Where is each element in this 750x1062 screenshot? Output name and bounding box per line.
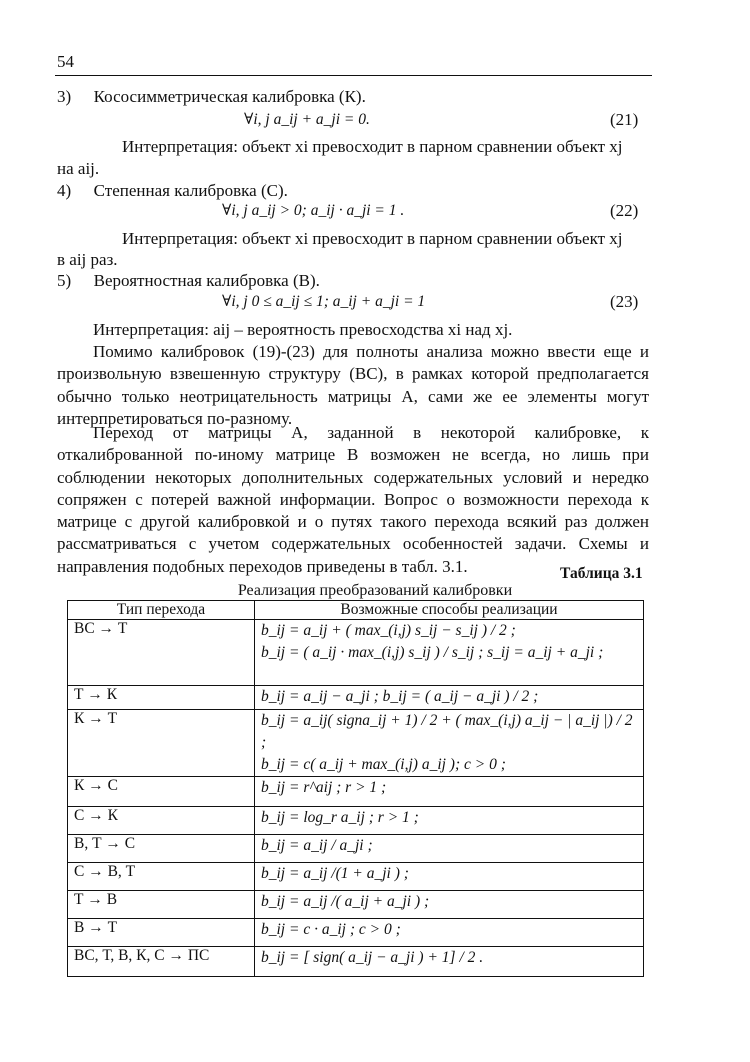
header-methods: Возможные способы реализации [255, 601, 644, 620]
item-5 [57, 270, 320, 292]
paragraph-1-text: Помимо калибровок (19)-(23) для полноты анализа можно ввести еще и произвольную взвешенную структуру (ВС), в рамках которой предполагается обычно только неотрицательность матрицы A, сами же ее элементы могут интерпретироваться по-разному. [57, 342, 649, 428]
interpretation-s-line1: Интерпретация: объект xi превосходит в парном сравнении объект xj [122, 229, 623, 248]
eq-number-23: (23) [610, 292, 639, 311]
item-3 [57, 86, 366, 108]
table-row [68, 863, 644, 891]
formula-line: b_ij = a_ij + ( max_(i,j) s_ij − s_ij ) / 2 ; [261, 622, 516, 639]
item-4 [57, 180, 288, 202]
interpretation-k-line1: Интерпретация: объект xi превосходит в парном сравнении объект xj [122, 137, 623, 156]
item-5-num: 5) [57, 271, 72, 290]
formula-22: ∀i, j a_ij > 0; a_ij · a_ji = 1 . [222, 202, 405, 219]
page-number: 54 [57, 52, 74, 71]
formula-line: b_ij = a_ij /( a_ij + a_ji ) ; [261, 893, 430, 910]
paragraph-2 [57, 422, 649, 578]
paragraph-2-text: Переход от матрицы A, заданной в некоторой калибровке, к откалиброванной по-иному матрице B возможен не всегда, но лишь при соблюдении некоторых дополнительных содержательных условий и нередко сопряжен с потерей важной информации. Вопрос о возможности перехода к матрице с другой калибровкой и о путях такого перехода всякий раз должен рассматриваться с учетом содержательных особенностей задачи. Схемы и направления подобных переходов приведены в табл. 3.1. [57, 423, 649, 576]
table-row [68, 777, 644, 807]
item-4-title: Степенная калибровка (С). [93, 181, 288, 200]
table-caption: Реализация преобразований калибровки [237, 582, 513, 599]
transition-type: К → С [68, 777, 255, 807]
header-transition-type: Тип перехода [68, 601, 255, 620]
methods-cell [255, 686, 644, 710]
header-rule [55, 75, 652, 76]
eq-number-22: (22) [610, 201, 639, 220]
table-row [68, 686, 644, 710]
formula-21: ∀i, j a_ij + a_ji = 0. [244, 111, 370, 128]
formula-line: b_ij = a_ij /(1 + a_ji ) ; [261, 865, 409, 882]
item-3-title: Кососимметрическая калибровка (К). [93, 87, 366, 106]
formula-line: b_ij = c · a_ij ; c > 0 ; [261, 921, 401, 938]
formula-line: b_ij = ( a_ij · max_(i,j) s_ij ) / s_ij ; s_ij = a_ij + a_ji ; [261, 644, 604, 661]
methods-cell [255, 710, 644, 777]
eq-number-21: (21) [610, 110, 639, 129]
formula-line: b_ij = [ sign( a_ij − a_ji ) + 1] / 2 . [261, 949, 484, 966]
transition-type: Т → В [68, 891, 255, 919]
table-row [68, 891, 644, 919]
methods-cell [255, 863, 644, 891]
transition-type: ВС, Т, В, К, С → ПС [68, 947, 255, 977]
table-row [68, 919, 644, 947]
item-3-num: 3) [57, 87, 72, 106]
interpretation-s-line2: в aij раз. [57, 250, 118, 269]
table-header-row [68, 601, 644, 620]
formula-line: b_ij = a_ij / a_ji ; [261, 837, 373, 854]
methods-cell [255, 891, 644, 919]
calibration-table [67, 600, 644, 977]
transition-type: В, Т → С [68, 835, 255, 863]
item-5-title: Вероятностная калибровка (В). [93, 271, 320, 290]
paragraph-1 [57, 341, 649, 430]
formula-23: ∀i, j 0 ≤ a_ij ≤ 1; a_ij + a_ji = 1 [222, 293, 426, 310]
table-row [68, 835, 644, 863]
item-4-num: 4) [57, 181, 72, 200]
formula-line: b_ij = a_ij( signa_ij + 1) / 2 + ( max_(i,j) a_ij − | a_ij |) / 2 ; [261, 712, 633, 751]
formula-line: b_ij = c( a_ij + max_(i,j) a_ij ); c > 0 ; [261, 756, 506, 773]
methods-cell [255, 919, 644, 947]
methods-cell [255, 620, 644, 686]
table-number: Таблица 3.1 [560, 565, 643, 582]
interpretation-k-line2: на aij. [57, 159, 100, 178]
table-row [68, 620, 644, 686]
table-row [68, 947, 644, 977]
transition-type: В → Т [68, 919, 255, 947]
transition-type: С → К [68, 807, 255, 835]
transition-type: ВС → Т [68, 620, 255, 686]
formula-line: b_ij = log_r a_ij ; r > 1 ; [261, 809, 419, 826]
formula-line: b_ij = a_ij − a_ji ; b_ij = ( a_ij − a_ji ) / 2 ; [261, 688, 539, 705]
methods-cell [255, 835, 644, 863]
transition-type: Т → К [68, 686, 255, 710]
methods-cell [255, 947, 644, 977]
table-row [68, 807, 644, 835]
transition-type: С → В, Т [68, 863, 255, 891]
formula-line: b_ij = r^aij ; r > 1 ; [261, 779, 387, 796]
transition-type: К → Т [68, 710, 255, 777]
interpretation-b: Интерпретация: aij – вероятность превосходства xi над xj. [93, 320, 513, 339]
table-row [68, 710, 644, 777]
methods-cell [255, 777, 644, 807]
methods-cell [255, 807, 644, 835]
